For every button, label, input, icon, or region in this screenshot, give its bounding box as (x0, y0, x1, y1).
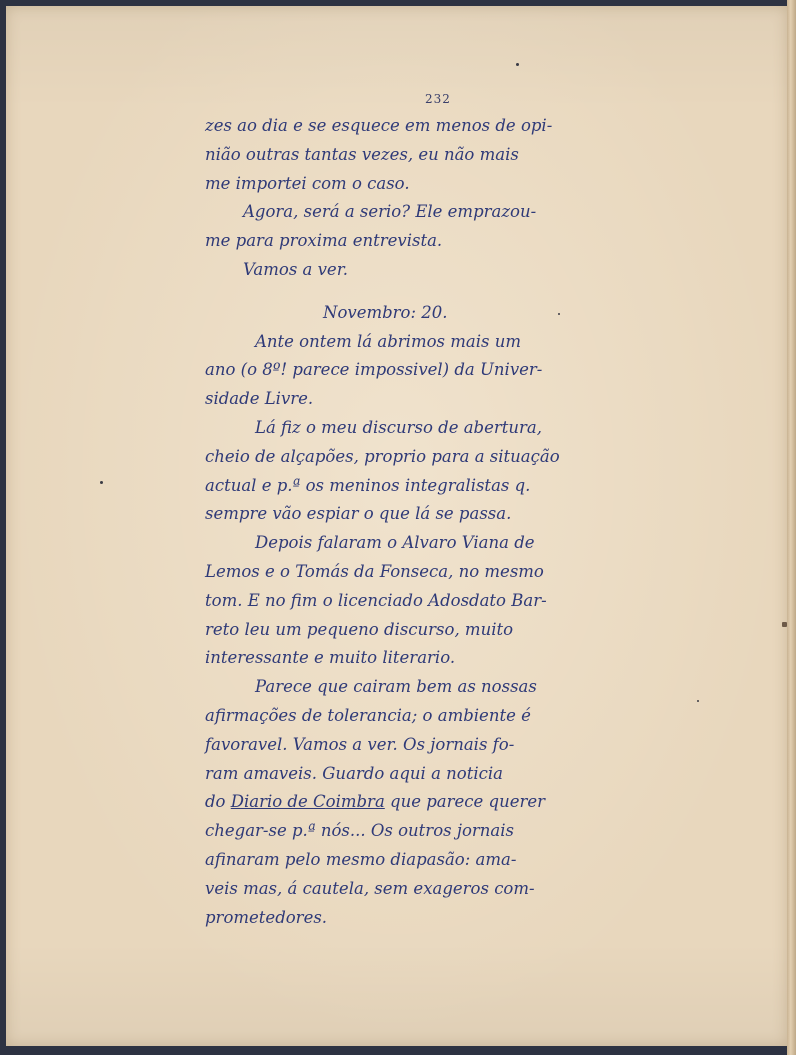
text-line: tom. E no fim o licenciado Adosdato Bar- (205, 590, 547, 610)
edge-mark (782, 622, 787, 627)
text-line: zes ao dia e se esquece em menos de opi- (205, 116, 553, 135)
text-line: Agora, será a serio? Ele emprazou- (243, 202, 537, 222)
text-line: interessante e muito literario. (205, 648, 456, 668)
text-line: chegar-se p.ª nós... Os outros jornais (205, 821, 514, 841)
text-line: afirmações de tolerancia; o ambiente é (205, 705, 531, 725)
text-fragment: que parece querer (390, 792, 546, 812)
text-line (205, 788, 685, 817)
text-line: sempre vão espiar o que lá se passa. (205, 504, 512, 524)
text-line: Lá fiz o meu discurso de abertura, (255, 417, 543, 437)
ink-speck (516, 63, 519, 66)
text-line: ano (o 8º! parece impossivel) da Univer- (205, 360, 543, 380)
text-line: actual e p.ª os meninos integralistas q. (205, 475, 531, 495)
text-line: Lemos e o Tomás da Fonseca, no mesmo (205, 561, 544, 581)
text-line: cheio de alçapões, proprio para a situação (205, 446, 560, 466)
newspaper-title: Diario de Coimbra (230, 792, 385, 812)
text-line: afinaram pelo mesmo diapasão: ama- (205, 849, 517, 869)
text-line: ram amaveis. Guardo aqui a noticia (205, 763, 503, 783)
ink-speck (100, 481, 103, 484)
text-line: me para proxima entrevista. (205, 231, 443, 251)
text-line: Depois falaram o Alvaro Viana de (255, 533, 535, 553)
text-line: nião outras tantas vezes, eu não mais (205, 144, 519, 164)
handwritten-text (205, 112, 685, 932)
text-fragment: do (205, 792, 226, 812)
date-heading: Novembro: 20. (323, 302, 448, 322)
text-line: Parece que cairam bem as nossas (255, 677, 537, 697)
text-line: Vamos a ver. (243, 259, 349, 279)
text-line: reto leu um pequeno discurso, muito (205, 619, 514, 639)
text-line: prometedores. (205, 907, 328, 927)
text-line: Ante ontem lá abrimos mais um (255, 331, 521, 351)
page-number: 232 (425, 92, 451, 106)
text-line: veis mas, á cautela, sem exageros com- (205, 878, 535, 898)
text-line: favoravel. Vamos a ver. Os jornais fo- (205, 734, 515, 754)
ink-speck (697, 700, 699, 702)
text-line: sidade Livre. (205, 389, 314, 409)
binding-edge (787, 0, 796, 1055)
text-line: me importei com o caso. (205, 173, 410, 193)
